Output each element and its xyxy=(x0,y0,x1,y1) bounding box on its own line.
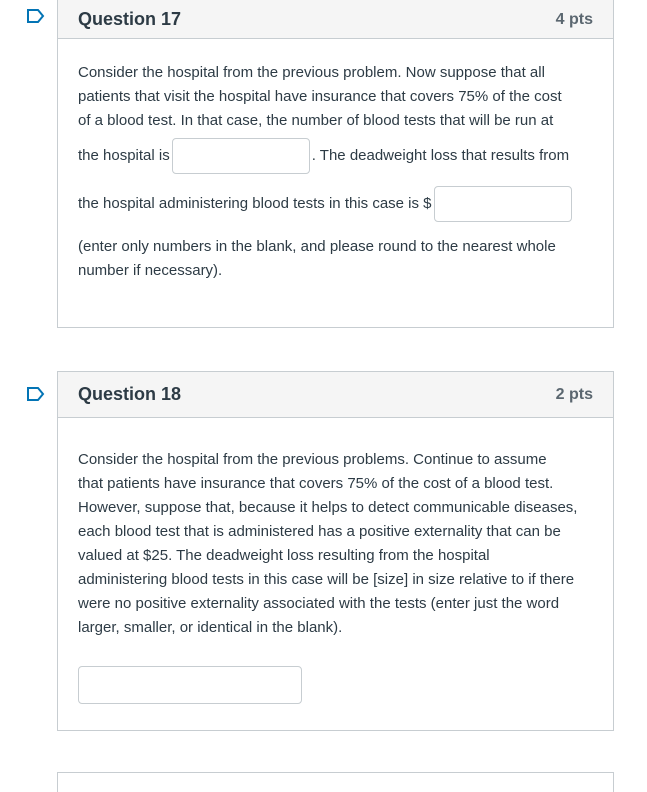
question-text-line: valued at $25. The deadweight loss resulting from the hospital xyxy=(78,547,490,564)
question-text-line: Consider the hospital from the previous problem. Now suppose that all xyxy=(78,64,545,81)
answer-row-1 xyxy=(78,137,593,175)
question-text-line: were no positive externality associated with the tests (enter just the word xyxy=(78,595,560,612)
question-18-title: Question 18 xyxy=(78,384,182,404)
question-17-header xyxy=(58,0,613,39)
question-text-line: . The deadweight loss that results from xyxy=(311,147,570,164)
question-text-line: patients that visit the hospital have insurance that covers 75% of the cost xyxy=(78,88,562,105)
question-text-line: that patients have insurance that covers 75% of the cost of a blood test. xyxy=(78,475,554,492)
question-17-title: Question 17 xyxy=(78,9,182,29)
question-text-line: the hospital administering blood tests in this case is $ xyxy=(78,195,432,212)
question-18-body xyxy=(58,418,613,704)
flag-question-icon[interactable] xyxy=(26,8,46,24)
instruction-note-line: number if necessary). xyxy=(78,262,223,279)
question-17-body xyxy=(58,39,613,283)
deadweight-loss-input[interactable] xyxy=(434,186,572,222)
question-text-line: of a blood test. In that case, the number of blood tests that will be run at xyxy=(78,112,554,129)
blood-tests-count-input[interactable] xyxy=(172,138,310,174)
question-17-card xyxy=(57,0,614,328)
question-text-line: However, suppose that, because it helps to detect communicable diseases, xyxy=(78,499,578,516)
answer-row-2 xyxy=(78,185,593,223)
question-text-line: the hospital is xyxy=(78,147,170,164)
question-text-line: administering blood tests in this case will be [size] in size relative to if there xyxy=(78,571,575,588)
size-answer-input[interactable] xyxy=(78,666,302,704)
question-18-header xyxy=(58,372,613,418)
question-18-points: 2 pts xyxy=(555,385,593,403)
question-17-points: 4 pts xyxy=(555,10,593,28)
instruction-note-line: (enter only numbers in the blank, and please round to the nearest whole xyxy=(78,238,556,255)
flag-question-icon[interactable] xyxy=(26,386,46,402)
question-text-line: larger, smaller, or identical in the blank). xyxy=(78,619,343,636)
question-text-line: Consider the hospital from the previous problems. Continue to assume xyxy=(78,451,547,468)
question-18-card xyxy=(57,371,614,731)
question-text-line: each blood test that is administered has a positive externality that can be xyxy=(78,523,561,540)
next-question-card xyxy=(57,772,614,792)
